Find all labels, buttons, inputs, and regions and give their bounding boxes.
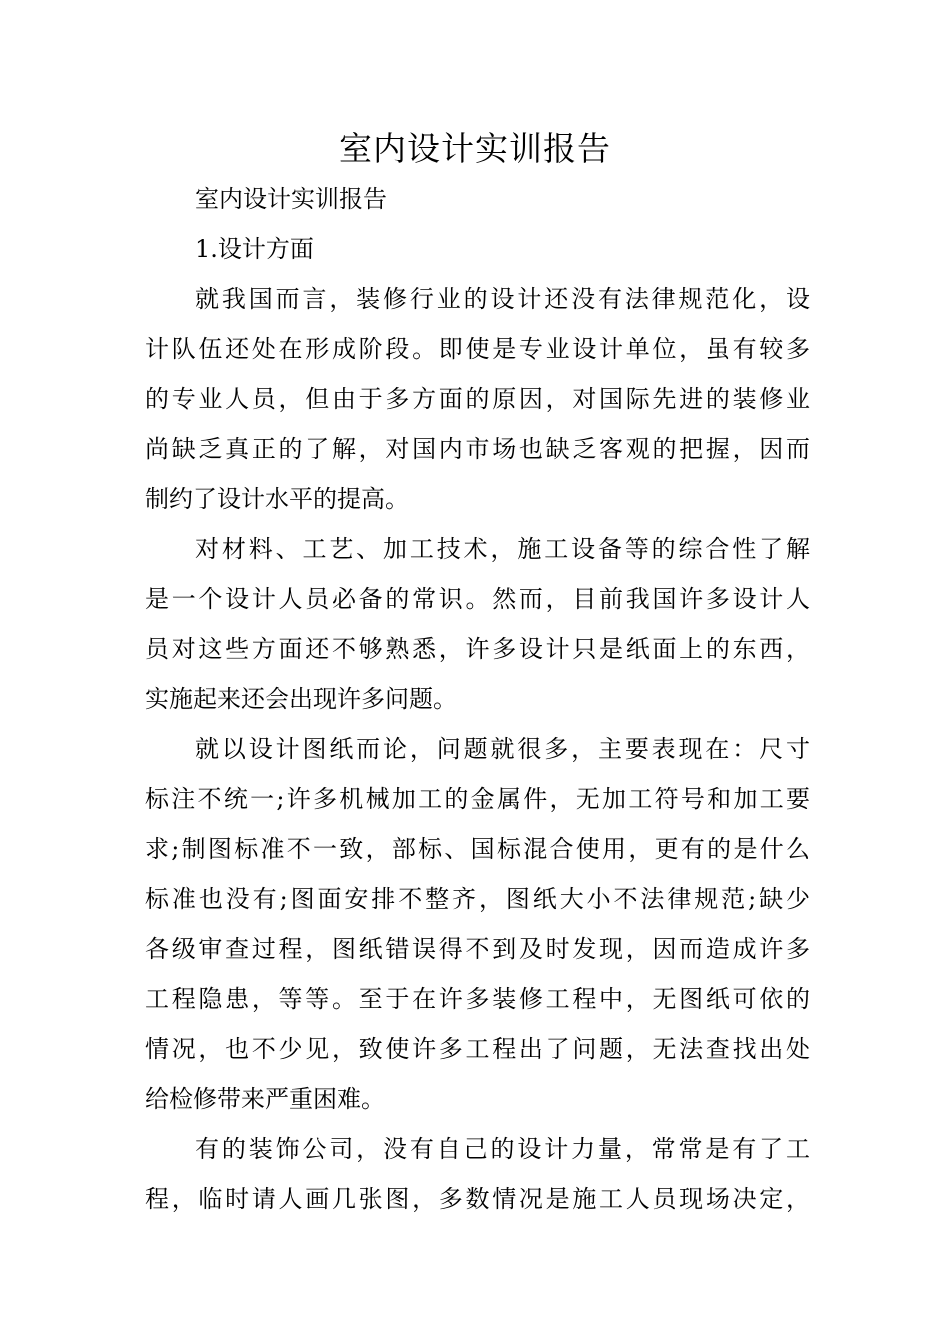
paragraph-line: 就我国而言，装修行业的设计还没有法律规范化，设 <box>195 285 810 313</box>
document-title: 室内设计实训报告 <box>339 129 611 168</box>
paragraph-line: 给检修带来严重困难。 <box>145 1085 385 1113</box>
paragraph-line: 是一个设计人员必备的常识。然而，目前我国许多设计人 <box>145 585 810 613</box>
paragraph-line: 对材料、工艺、加工技术，施工设备等的综合性了解 <box>195 535 810 563</box>
paragraph-line: 程，临时请人画几张图，多数情况是施工人员现场决定， <box>145 1185 810 1213</box>
paragraph-line: 尚缺乏真正的了解，对国内市场也缺乏客观的把握，因而 <box>145 435 810 463</box>
paragraph-line: 计队伍还处在形成阶段。即使是专业设计单位，虽有较多 <box>145 335 810 363</box>
paragraph-line: 情况，也不少见，致使许多工程出了问题，无法查找出处 <box>145 1035 810 1063</box>
paragraph-line: 工程隐患，等等。至于在许多装修工程中，无图纸可依的 <box>145 985 810 1013</box>
section-heading: 1.设计方面 <box>195 235 314 263</box>
paragraph-line: 求;制图标准不一致，部标、国标混合使用，更有的是什么 <box>145 835 810 863</box>
paragraph-line: 就以设计图纸而论，问题就很多，主要表现在：尺寸 <box>195 735 810 763</box>
paragraph-line: 标准也没有;图面安排不整齐，图纸大小不法律规范;缺少 <box>145 885 810 913</box>
paragraph-line: 有的装饰公司，没有自己的设计力量，常常是有了工 <box>195 1135 810 1163</box>
paragraph-line: 标注不统一;许多机械加工的金属件，无加工符号和加工要 <box>145 785 810 813</box>
document-subtitle: 室内设计实训报告 <box>195 185 387 213</box>
paragraph-line: 员对这些方面还不够熟悉，许多设计只是纸面上的东西， <box>145 635 810 663</box>
paragraph-line: 各级审查过程，图纸错误得不到及时发现，因而造成许多 <box>145 935 810 963</box>
paragraph-line: 实施起来还会出现许多问题。 <box>145 685 457 713</box>
paragraph-line: 制约了设计水平的提高。 <box>145 485 409 513</box>
paragraph-line: 的专业人员，但由于多方面的原因，对国际先进的装修业 <box>145 385 810 413</box>
